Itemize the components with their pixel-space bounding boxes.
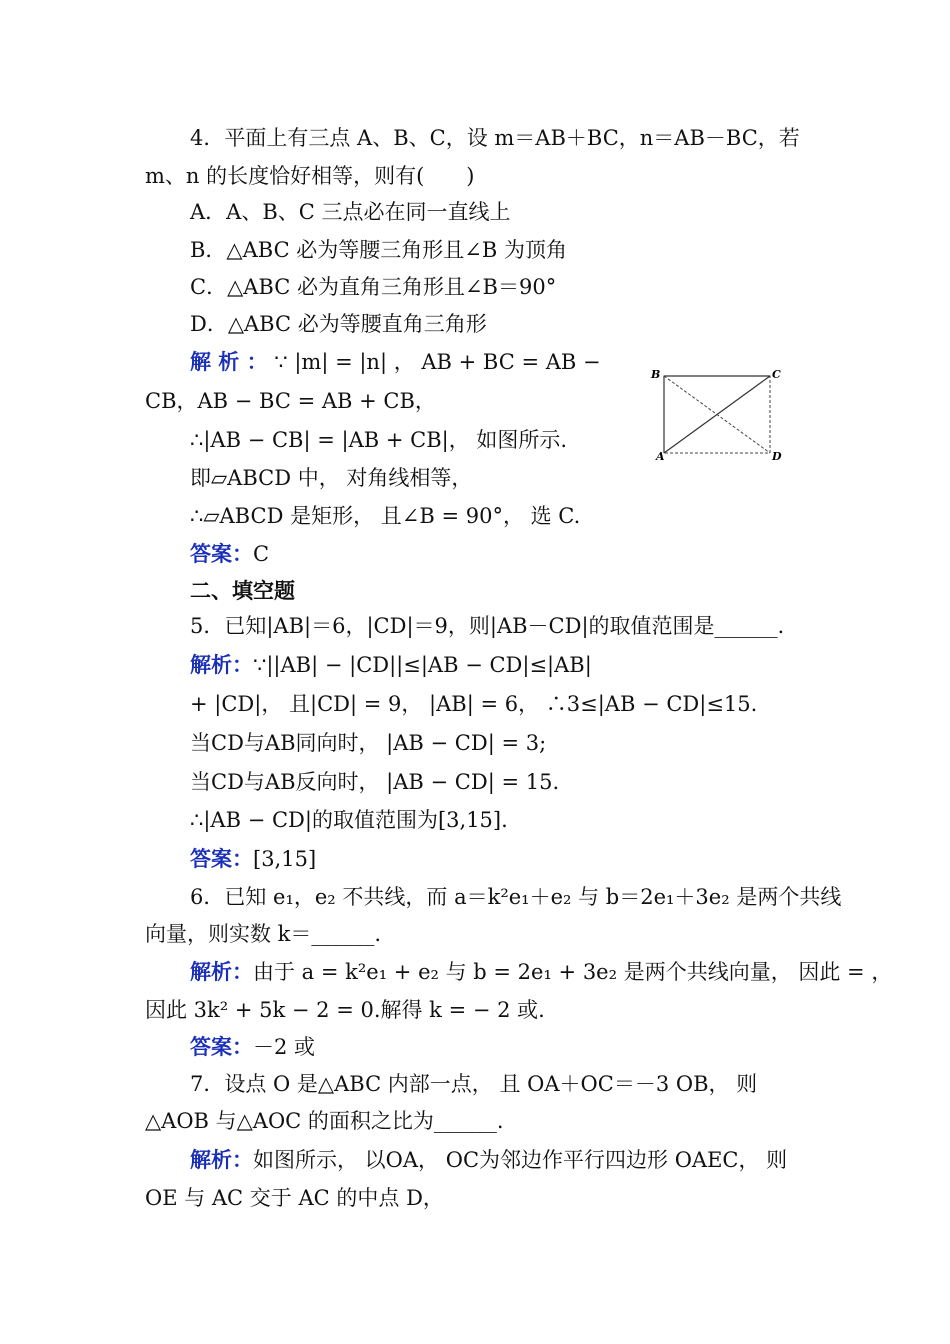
q4-solution-line2: CB，AB − BC = AB + CB， <box>145 389 436 413</box>
vertex-b-label: B <box>651 368 661 381</box>
q6-answer <box>190 1033 315 1061</box>
solution-text: 如图所示， 以OA， OC为邻边作平行四边形 OAEC， 则 <box>253 1148 788 1172</box>
q7-solution-line1 <box>190 1146 787 1174</box>
q4-option-b: B．△ABC 必为等腰三角形且∠B 为顶角 <box>190 238 568 262</box>
solution-text: ∵||AB| − |CD||≤|AB − CD|≤|AB| <box>253 653 592 677</box>
solution-label: 解析： <box>190 653 253 677</box>
answer-value: －2 或 <box>253 1035 316 1059</box>
q4-option-c: C．△ABC 必为直角三角形且∠B＝90° <box>190 275 557 299</box>
q5-solution-line5: ∴|AB − CD|的取值范围为[3,15]. <box>190 808 508 832</box>
q4-solution-line3: ∴|AB − CB| = |AB + CB|， 如图所示. <box>190 428 568 452</box>
q4-stem-line1: 4．平面上有三点 A、B、C，设 m＝AB＋BC，n＝AB－BC，若 <box>190 126 800 150</box>
answer-label: 答案： <box>190 847 253 871</box>
vertex-d-label: D <box>772 450 782 463</box>
q4-option-a: A．A、B、C 三点必在同一直线上 <box>190 200 511 224</box>
q4-solution-line5: ∴▱ABCD 是矩形， 且∠B = 90°， 选 C. <box>190 504 581 528</box>
solution-text: ∵ |m| = |n| ， AB + BC = AB − <box>267 350 601 374</box>
solution-text: 由于 a = k²e₁ + e₂ 与 b = 2e₁ + 3e₂ 是两个共线向量， 因此 = ， <box>253 960 893 984</box>
vertex-c-label: C <box>772 368 781 381</box>
answer-value: [3,15] <box>253 847 317 871</box>
q6-solution-line1 <box>190 958 892 986</box>
answer-value: C <box>253 542 270 566</box>
q5-solution-line4: 当CD与AB反向时， |AB − CD| = 15. <box>190 770 560 794</box>
q4-solution-line1 <box>190 348 601 376</box>
solution-label: 解 析 ： <box>190 350 268 374</box>
q5-solution-line2: + |CD|， 且|CD| = 9， |AB| = 6， ∴3≤|AB − CD|≤15. <box>190 692 758 716</box>
vertex-a-label: A <box>656 450 665 463</box>
q6-solution-line2: 因此 3k² + 5k − 2 = 0.解得 k = − 2 或. <box>145 998 545 1022</box>
q6-stem-line1: 6．已知 e₁，e₂ 不共线，而 a＝k²e₁＋e₂ 与 b＝2e₁＋3e₂ 是两个共线 <box>190 885 842 909</box>
q7-stem-line2: △AOB 与△AOC 的面积之比为______. <box>145 1109 504 1133</box>
q4-answer <box>190 540 269 568</box>
solution-label: 解析： <box>190 960 253 984</box>
q4-option-d: D．△ABC 必为等腰直角三角形 <box>190 312 487 336</box>
answer-label: 答案： <box>190 1035 253 1059</box>
answer-label: 答案： <box>190 542 253 566</box>
q5-answer <box>190 845 316 873</box>
rectangle-figure <box>648 364 798 464</box>
q4-solution-line4: 即▱ABCD 中， 对角线相等， <box>190 466 473 490</box>
q5-stem: 5．已知|AB|＝6，|CD|＝9，则|AB－CD|的取值范围是______. <box>190 614 785 638</box>
section-heading: 二、填空题 <box>190 579 295 603</box>
q7-solution-line2: OE 与 AC 交于 AC 的中点 D， <box>145 1186 444 1210</box>
q6-stem-line2: 向量，则实数 k＝______. <box>145 922 382 946</box>
q5-solution-line3: 当CD与AB同向时， |AB − CD| = 3; <box>190 731 547 755</box>
q7-stem-line1: 7．设点 O 是△ABC 内部一点， 且 OA＋OC＝－3 OB， 则 <box>190 1072 758 1096</box>
q4-stem-line2: m、n 的长度恰好相等，则有( ) <box>145 164 475 188</box>
solution-label: 解析： <box>190 1148 253 1172</box>
q5-solution-line1 <box>190 651 592 679</box>
